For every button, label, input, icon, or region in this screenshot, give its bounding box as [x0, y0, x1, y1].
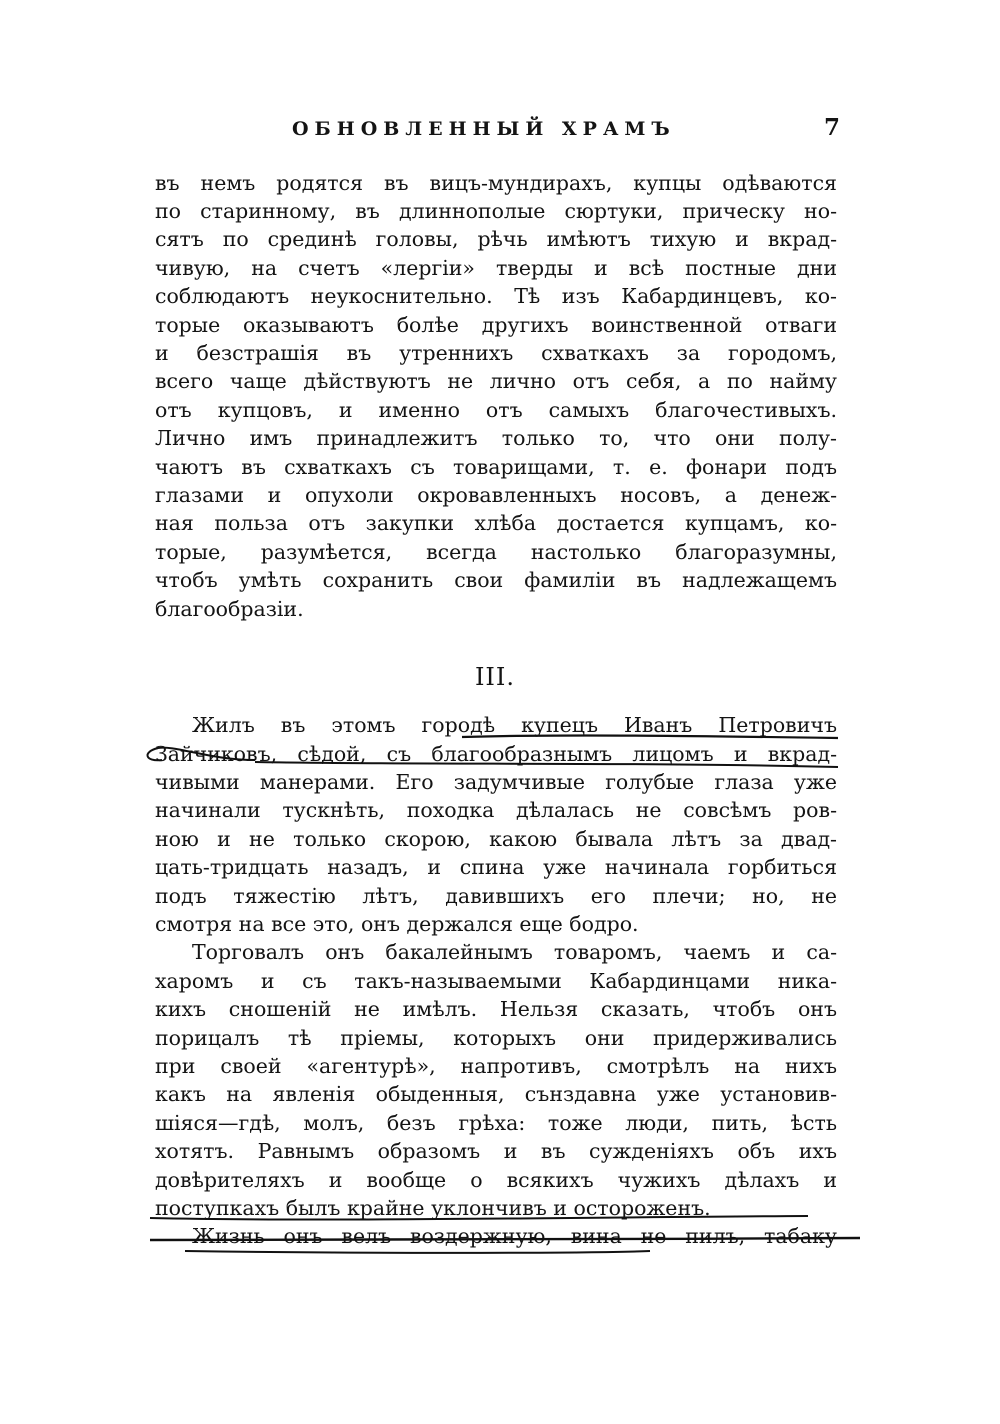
text-line: шіяся—гдѣ, молъ, безъ грѣха: тоже люди, пить, ѣсть	[155, 1111, 837, 1135]
text-line: Лично имъ принадлежитъ только то, что они полу-	[155, 426, 837, 450]
text-line: чтобъ умѣть сохранить свои фамиліи въ надлежащемъ	[155, 568, 837, 592]
text-line: довѣрителяхъ и вообще о всякихъ чужихъ дѣлахъ и	[155, 1168, 837, 1192]
text-line: сятъ по срединѣ головы, рѣчь имѣютъ тихую и вкрад-	[155, 227, 837, 251]
text-line: Жизнь онъ велъ воздержную, вина не пилъ, табаку	[192, 1224, 837, 1248]
text-line: хотятъ. Равнымъ образомъ и въ сужденіяхъ объ ихъ	[155, 1139, 837, 1163]
text-line: торые, разумѣется, всегда настолько благоразумны,	[155, 540, 837, 564]
text-line: при своей «агентурѣ», напротивъ, смотрѣлъ на нихъ	[155, 1054, 837, 1078]
text-line: цать-тридцать назадъ, и спина уже начинала горбиться	[155, 855, 837, 879]
text-line: кихъ сношеній не имѣлъ. Нельзя сказать, чтобъ онъ	[155, 997, 837, 1021]
text-line: Жилъ въ этомъ городѣ купецъ Иванъ Петровичъ	[192, 713, 837, 737]
text-line: поступкахъ былъ крайне уклончивъ и остороженъ.	[155, 1196, 711, 1220]
text-line: какъ на явленія обыденныя, сънздавна уже установив-	[155, 1082, 837, 1106]
running-title: ОБНОВЛЕННЫЙ ХРАМЪ	[292, 118, 676, 140]
text-line: чивую, на счетъ «лергіи» тверды и всѣ постные дни	[155, 256, 837, 280]
text-line: благообразіи.	[155, 597, 304, 621]
text-line: начинали тускнѣть, походка дѣлалась не совсѣмъ ров-	[155, 798, 837, 822]
text-line: харомъ и съ такъ-называемыми Кабардинцами ника-	[155, 969, 837, 993]
text-line: подъ тяжестію лѣтъ, давившихъ его плечи; но, не	[155, 884, 837, 908]
text-line: порицалъ тѣ пріемы, которыхъ они придерживались	[155, 1026, 837, 1050]
text-line: и безстрашія въ утреннихъ схваткахъ за городомъ,	[155, 341, 837, 365]
text-line: глазами и опухоли окровавленныхъ носовъ, а денеж-	[155, 483, 837, 507]
text-line: Торговалъ онъ бакалейнымъ товаромъ, чаемъ и са-	[192, 940, 837, 964]
text-line: чаютъ въ схваткахъ съ товарищами, т. е. фонари подъ	[155, 455, 837, 479]
text-line: ною и не только скорою, какою бывала лѣтъ за двад-	[155, 827, 837, 851]
text-line: ная польза отъ закупки хлѣба достается купцамъ, ко-	[155, 511, 837, 535]
text-line: чивыми манерами. Его задумчивые голубые глаза уже	[155, 770, 837, 794]
text-line: Зайчиковъ, сѣдой, съ благообразнымъ лицомъ и вкрад-	[155, 742, 837, 766]
text-line: всего чаще дѣйствуютъ не лично отъ себя, а по найму	[155, 369, 837, 393]
page-number: 7	[824, 114, 841, 141]
text-line: торые оказываютъ болѣе другихъ воинственной отваги	[155, 313, 837, 337]
text-line: въ немъ родятся въ вицъ-мундирахъ, купцы одѣваются	[155, 171, 837, 195]
text-line: по старинному, въ длиннополые сюртуки, прическу но-	[155, 199, 837, 223]
text-line: смотря на все это, онъ держался еще бодро.	[155, 912, 639, 936]
text-line: отъ купцовъ, и именно отъ самыхъ благочестивыхъ.	[155, 398, 837, 422]
text-line: соблюдаютъ неукоснительно. Тѣ изъ Кабардинцевъ, ко-	[155, 284, 837, 308]
section-heading: III.	[474, 663, 516, 691]
